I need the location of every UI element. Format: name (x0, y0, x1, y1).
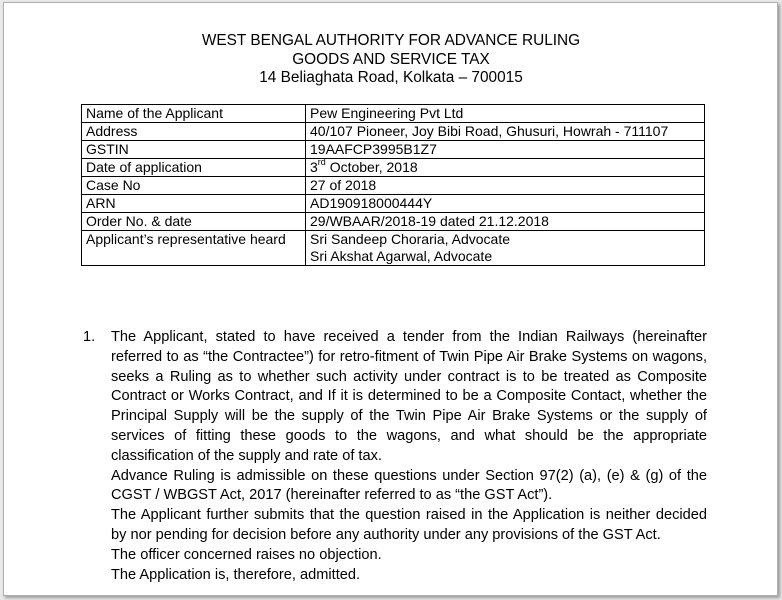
paragraph-1 (83, 328, 707, 585)
representative-1: Sri Sandeep Choraria, Advocate (310, 231, 511, 247)
table-row (82, 213, 705, 231)
row-label: ARN (82, 195, 306, 213)
row-value: Pew Engineering Pvt Ltd (306, 105, 705, 123)
row-value: 27 of 2018 (306, 177, 705, 195)
representative-2: Sri Akshat Agarwal, Advocate (310, 248, 493, 264)
row-value: 40/107 Pioneer, Joy Bibi Road, Ghusuri, Howrah - 711107 (306, 123, 705, 141)
objection-text: The officer concerned raises no objection. (111, 546, 382, 563)
date-ordinal-suffix: rd (317, 157, 326, 168)
table-row (82, 141, 705, 159)
row-label: Date of application (82, 159, 306, 177)
row-label: GSTIN (82, 141, 306, 159)
text-line: seeks a Ruling as to whether such activity under contract is to be treated as Composite (111, 368, 707, 385)
row-value: 19AAFCP3995B1Z7 (306, 141, 705, 159)
table-row (82, 159, 705, 177)
case-details-table (81, 104, 705, 266)
table-row (82, 231, 705, 266)
paragraph-body (111, 328, 707, 585)
text-line: by nor pending for decision before any authority under any provisions of the GST Act. (111, 526, 661, 543)
text-line: Contract or Works Contract, and If it is determined to be a Composite Contact, whether the (111, 388, 707, 405)
text-line: The Applicant, stated to have received a tender from the Indian Railways (hereinafter (111, 329, 707, 345)
row-value (306, 159, 705, 177)
row-value: 29/WBAAR/2018-19 dated 21.12.2018 (306, 213, 705, 231)
text-line: CGST / WBGST Act, 2017 (hereinafter referred to as “the GST Act”). (111, 487, 553, 504)
row-label: Name of the Applicant (82, 105, 306, 123)
text-line: classification of the supply and rate of tax. (111, 447, 382, 464)
text-line: Advance Ruling is admissible on these questions under Section 97(2) (a), (e) & (g) of the (111, 467, 707, 484)
text-line: The Applicant further submits that the question raised in the Application is neither decided (111, 507, 707, 524)
paragraph-number: 1. (83, 329, 96, 345)
authority-address: 14 Beliaghata Road, Kolkata – 700015 (259, 69, 523, 86)
pending-status-text (111, 506, 707, 546)
authority-title: WEST BENGAL AUTHORITY FOR ADVANCE RULING (201, 32, 581, 49)
date-day: 3 (310, 159, 318, 175)
row-label: Case No (82, 177, 306, 195)
row-value (306, 231, 705, 266)
row-label: Order No. & date (82, 213, 306, 231)
table-row (82, 123, 705, 141)
admitted-text: The Application is, therefore, admitted. (111, 566, 361, 583)
table-row (82, 195, 705, 213)
table-row (82, 177, 705, 195)
admissibility-text (111, 467, 707, 507)
ruling-request-text (111, 328, 707, 467)
row-value: AD190918000444Y (306, 195, 705, 213)
table-row (82, 105, 705, 123)
row-label: Address (82, 123, 306, 141)
tax-subtitle: GOODS AND SERVICE TAX (292, 50, 490, 68)
text-line: referred to as “the Contractee”) for retro-fitment of Twin Pipe Air Brake Systems on wagons, (111, 348, 707, 365)
row-label: Applicant’s representative heard (82, 231, 306, 266)
date-rest: October, 2018 (325, 159, 418, 175)
text-line: services of fitting these goods to the wagons, and what should be the appropriate (111, 427, 707, 444)
document-header (0, 32, 782, 88)
text-line: Principal Supply will be the supply of the Twin Pipe Air Brake Systems or the supply of (111, 408, 707, 425)
